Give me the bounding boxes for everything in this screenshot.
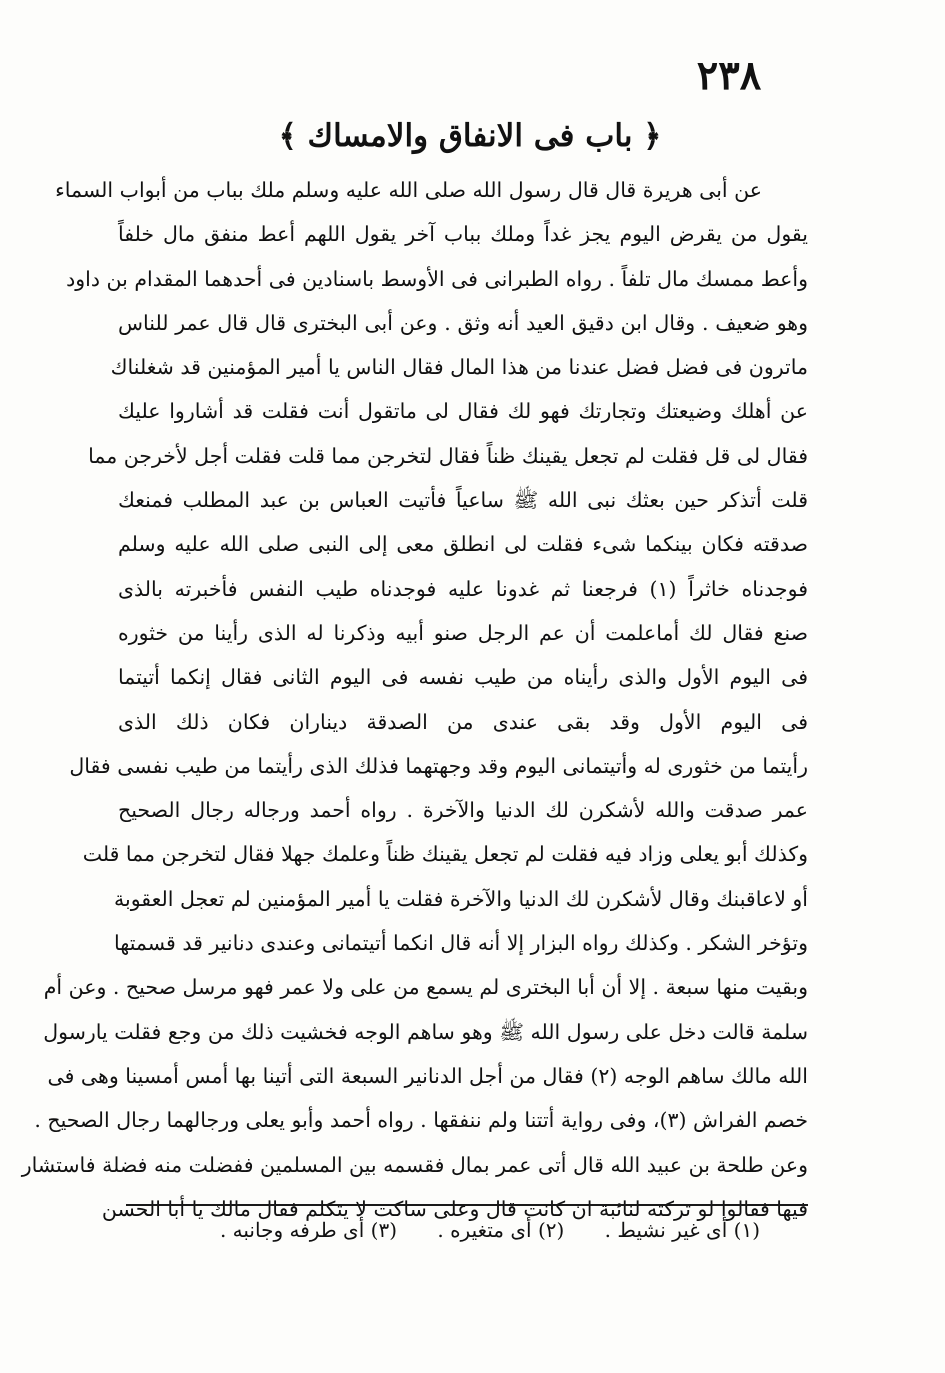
- footnote-2: (٢) أى متغيره .: [437, 1218, 565, 1242]
- text-line: الله مالك ساهم الوجه (٢) فقال من أجل الدنانير السبعة التى أتينا بها أمس أمسينا وهى فى: [47, 1063, 808, 1088]
- text-line: صدقته فكان بينكما شىء فقلت لى انطلق معى إلى النبى صلى الله عليه وسلم: [118, 532, 808, 557]
- body-text: [21, 168, 808, 1231]
- text-line: وكذلك أبو يعلى وزاد فيه فقلت لم تجعل يقينك ظناً وعلمك جهلا فقال لتخرجن مما قلت: [82, 842, 808, 867]
- text-line: فيها فقالوا لو تركته لنائبة ان كانت قال وعلى ساكت لا يتكلم فقال مالك يا أبا الحسن: [101, 1196, 808, 1221]
- footnote-3: (٣) أى طرفه وجانبه .: [219, 1218, 397, 1242]
- text-line: وأعط ممسك مال تلفاً . رواه الطبرانى فى الأوسط باسنادين فى أحدهما المقدام بن داود: [66, 266, 808, 291]
- text-line: عن أهلك وضيعتك وتجارتك فهو لك فقال لى ماتقول أنت فقلت قد أشاروا عليك: [118, 399, 808, 424]
- text-line: وتؤخر الشكر . وكذلك رواه البزار إلا أنه قال انكما أتيتمانى وعندى دنانير قد قسمتها: [114, 931, 808, 956]
- text-line: فى اليوم الأول وقد بقى عندى من الصدقة ديناران فكان ذلك الذى: [118, 709, 808, 734]
- text-line: يقول من يقرض اليوم يجز غداً وملك بباب آخر يقول اللهم أعط منفق مال خلفاً: [118, 222, 808, 247]
- text-line: وبقيت منها سبعة . إلا أن أبا البخترى لم يسمع من على ولا عمر فهو مرسل صحيح . وعن أم: [43, 975, 808, 1000]
- text-line: وهو ضعيف . وقال ابن دقيق العيد أنه وثق . وعن أبى البخترى قال قال عمر للناس: [118, 310, 808, 335]
- text-line: فى اليوم الأول والذى رأيناه من طيب نفسه فى اليوم الثانى فقال إنكما أتيتما: [118, 665, 808, 690]
- text-line: ماترون فى فضل فضل عندنا من هذا المال فقال الناس يا أمير المؤمنين قد شغلناك: [110, 355, 808, 380]
- text-line: خصم الفراش (٣)، وفى رواية أتتنا ولم ننفقها . رواه أحمد وأبو يعلى ورجالهما رجال الصحيح .: [34, 1108, 808, 1133]
- text-line: عمر صدقت والله لأشكرن لك الدنيا والآخرة . رواه أحمد ورجاله رجال الصحيح: [118, 798, 808, 823]
- footnote-1: (١) أى غير نشيط .: [604, 1218, 760, 1242]
- chapter-title: ﴿ باب فى الانفاق والامساك ﴾: [278, 118, 662, 154]
- text-line: رأيتما من خثورى له وأتيتمانى اليوم وقد وجهتهما فذلك الذى رأيتما من طيب نفسى فقال: [69, 753, 808, 778]
- page-number: ٢٣٨: [696, 52, 762, 99]
- footnotes: [180, 1218, 760, 1242]
- text-line: وعن طلحة بن عبيد الله قال أتى عمر بمال فقسمه بين المسلمين ففضلت منه فضلة فاستشار: [21, 1152, 808, 1177]
- text-line: عن أبى هريرة قال قال رسول الله صلى الله عليه وسلم ملك بباب من أبواب السماء: [55, 178, 762, 202]
- text-line: أو لاعاقبنك وقال لأشكرن لك الدنيا والآخرة فقلت يا أمير المؤمنين لم تعجل العقوبة: [114, 886, 808, 911]
- footnote-divider: [126, 1204, 808, 1206]
- text-line: فقال لى قل فقلت لم تجعل يقينك ظناً فقال لتخرجن مما قلت فقلت أجل لأخرجن مما: [88, 443, 808, 468]
- text-line: صنع فقال لك أماعلمت أن عم الرجل صنو أبيه وذكرنا له الذى رأينا من خثوره: [118, 620, 808, 645]
- text-line: سلمة قالت دخل على رسول الله ﷺ وهو ساهم الوجه فخشيت ذلك من وجع فقلت يارسول: [43, 1019, 808, 1044]
- text-line: فوجدناه خاثراً (١) فرجعنا ثم غدونا عليه فوجدناه طيب النفس فأخبرته بالذى: [118, 576, 808, 601]
- text-line: قلت أتذكر حين بعثك نبى الله ﷺ ساعياً فأتيت العباس بن عبد المطلب فمنعك: [118, 488, 808, 513]
